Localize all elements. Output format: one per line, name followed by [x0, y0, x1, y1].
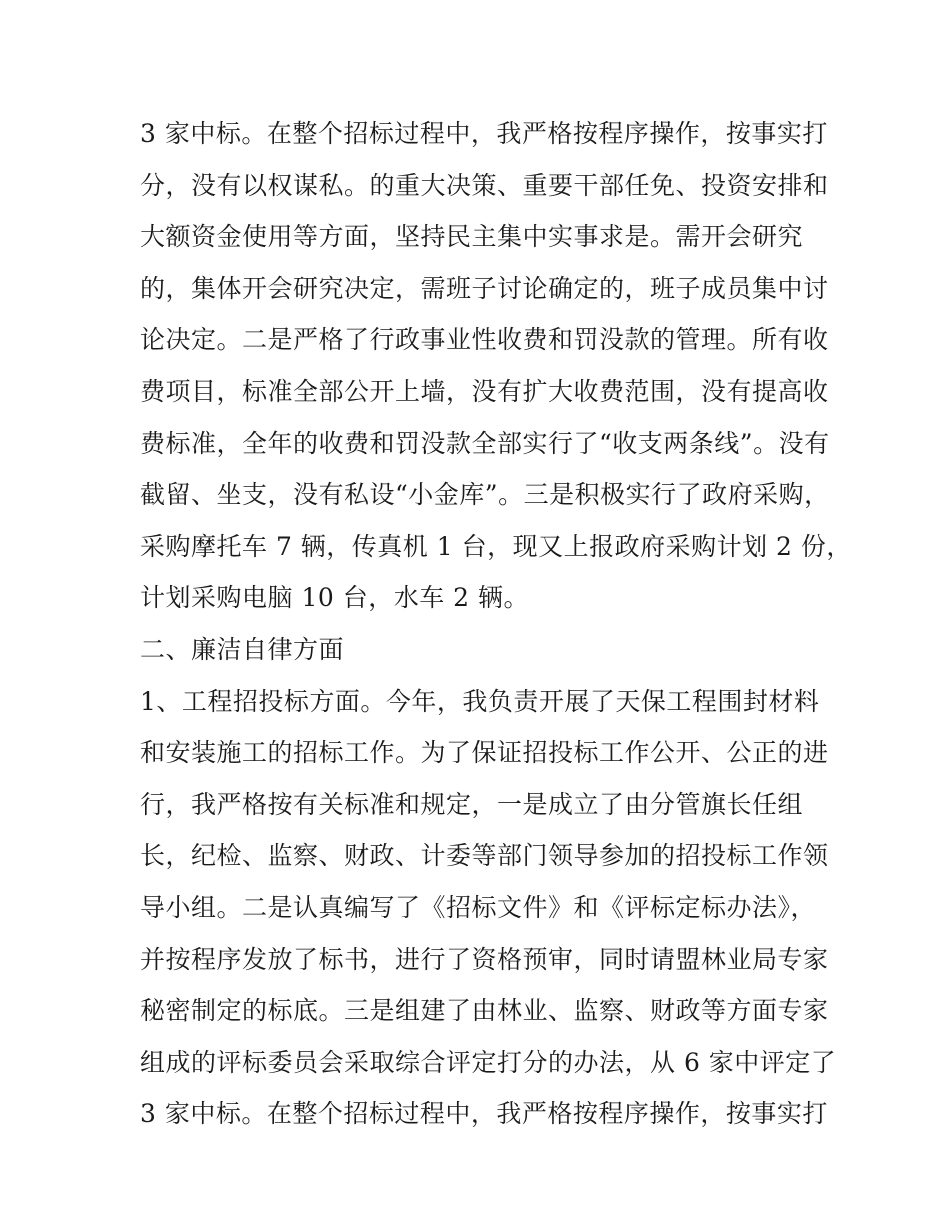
text-line: 计划采购电脑 10 台，水车 2 辆。 [140, 583, 530, 613]
text-line: 费项目，标准全部公开上墙，没有扩大收费范围，没有提高收 [140, 376, 829, 406]
text-line: 和安装施工的招标工作。为了保证招投标工作公开、公正的进 [140, 738, 829, 768]
text-line: 截留、坐支，没有私设“小金库”。三是积极实行了政府采购， [140, 480, 830, 510]
text-line: 组成的评标委员会采取综合评定打分的办法，从 6 家中评定了 [140, 1047, 837, 1077]
section-heading: 二、廉洁自律方面 [140, 634, 345, 664]
text-line: 秘密制定的标底。三是组建了由林业、监察、财政等方面专家 [140, 996, 829, 1026]
text-line: 大额资金使用等方面，坚持民主集中实事求是。需开会研究 [140, 222, 804, 252]
text-line: 3 家中标。在整个招标过程中，我严格按程序操作，按事实打 [140, 1099, 828, 1129]
text-line: 行，我严格按有关标准和规定，一是成立了由分管旗长任组 [140, 789, 804, 819]
text-line: 3 家中标。在整个招标过程中，我严格按程序操作，按事实打 [140, 119, 828, 148]
text-line: 论决定。二是严格了行政事业性收费和罚没款的管理。所有收 [140, 325, 829, 355]
text-line: 并按程序发放了标书，进行了资格预审，同时请盟林业局专家 [140, 944, 829, 974]
body-text [140, 112, 852, 1144]
text-line: 采购摩托车 7 辆，传真机 1 台，现又上报政府采购计划 2 份， [140, 531, 852, 561]
text-line: 导小组。二是认真编写了《招标文件》和《评标定标办法》， [140, 892, 817, 922]
text-line: 长，纪检、监察、财政、计委等部门领导参加的招投标工作领 [140, 841, 829, 871]
text-line: 的，集体开会研究决定，需班子讨论确定的，班子成员集中讨 [140, 273, 829, 303]
text-line: 分，没有以权谋私。的重大决策、重要干部任免、投资安排和 [140, 170, 829, 200]
text-line: 费标准，全年的收费和罚没款全部实行了“收支两条线”。没有 [140, 428, 830, 458]
text-line: 1、工程招投标方面。今年，我负责开展了天保工程围封材料 [140, 686, 820, 716]
